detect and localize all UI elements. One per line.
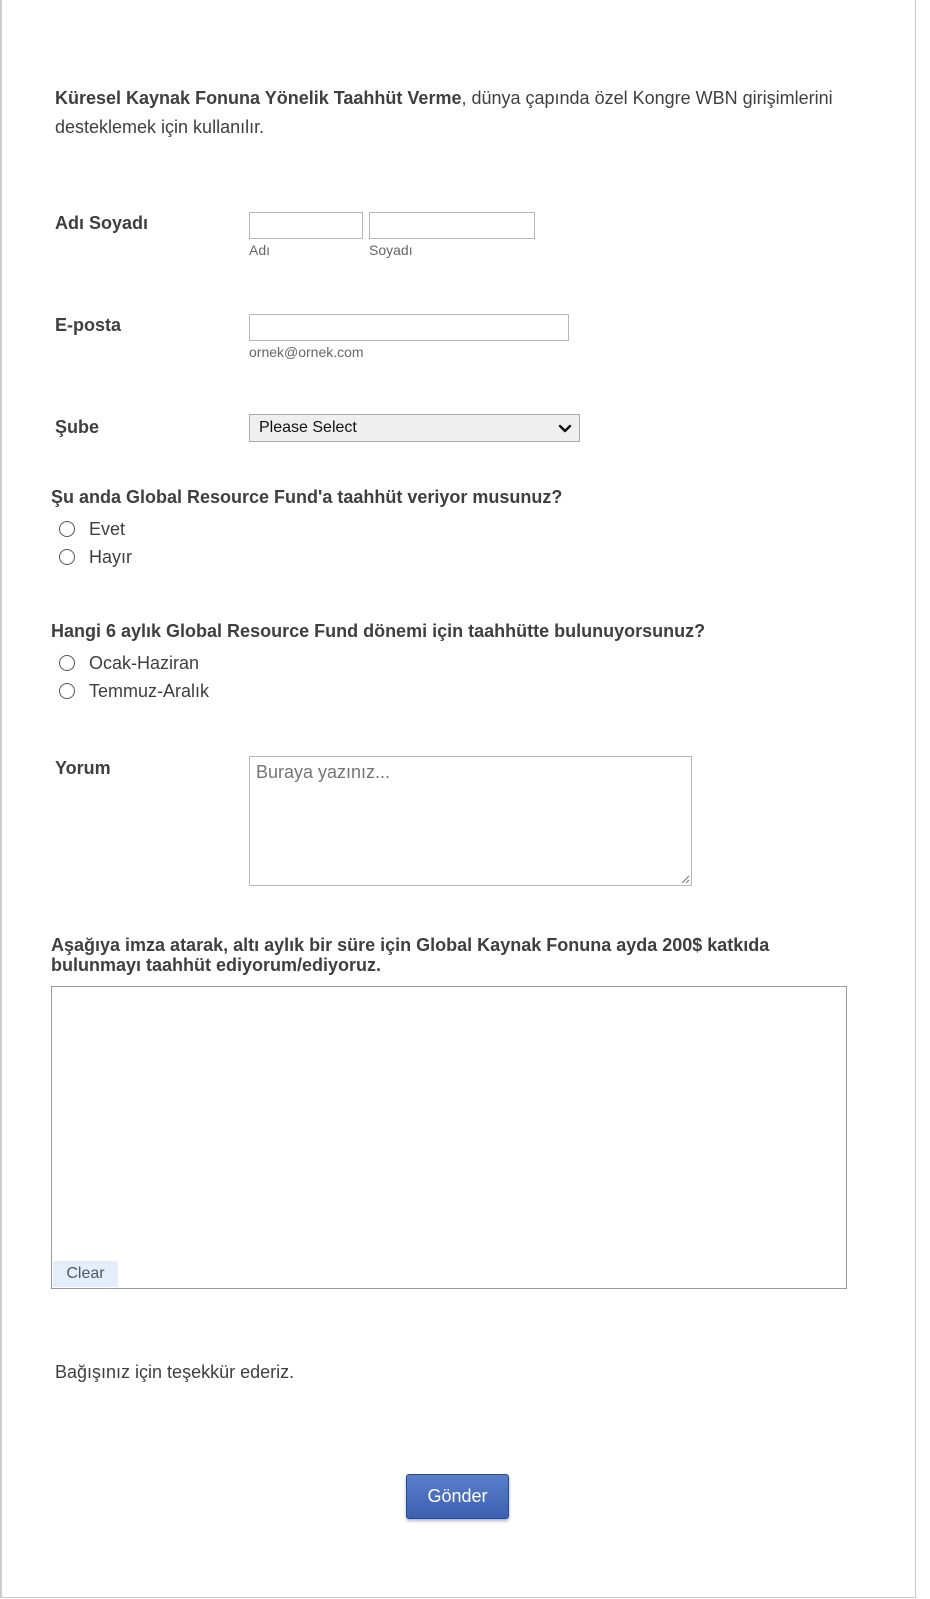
comment-placeholder: Buraya yazınız... (256, 762, 391, 782)
pledge-option-no[interactable] (59, 545, 132, 569)
pledge-question-label: Şu anda Global Resource Fund'a taahhüt veriyor musunuz? (51, 487, 563, 507)
chevron-down-icon (557, 420, 573, 436)
first-name-input[interactable] (249, 212, 363, 239)
branch-select[interactable] (249, 414, 580, 442)
period-question-label: Hangi 6 aylık Global Resource Fund dönemi için taahhütte bulunuyorsunuz? (51, 621, 706, 641)
last-name-sublabel: Soyadı (369, 242, 413, 258)
branch-selected-value: Please Select (259, 419, 357, 436)
radio-label: Hayır (89, 546, 133, 567)
signature-pad[interactable] (51, 986, 847, 1289)
signature-label: Aşağıya imza atarak, altı aylık bir süre için Global Kaynak Fonuna ayda 200$ katkıda bulunmayı taahhüt ediyorum/ediyoruz. (51, 935, 770, 975)
radio-button[interactable] (59, 683, 75, 699)
first-name-sublabel: Adı (249, 242, 271, 258)
pledge-option-yes[interactable] (59, 517, 125, 541)
period-option-jan-jun[interactable] (59, 651, 199, 675)
intro-description: , dünya çapında özel Kongre WBN girişimlerini desteklemek için kullanılır. (55, 88, 833, 137)
form-intro (55, 84, 875, 142)
name-label: Adı Soyadı (55, 213, 149, 233)
period-option-jul-dec[interactable] (59, 679, 209, 703)
last-name-input[interactable] (369, 212, 535, 239)
radio-label: Evet (89, 518, 126, 539)
comment-textarea[interactable] (249, 756, 692, 886)
submit-button[interactable]: Gönder (406, 1474, 509, 1519)
radio-button[interactable] (59, 655, 75, 671)
radio-label: Temmuz-Aralık (89, 680, 210, 701)
email-input[interactable] (249, 314, 569, 341)
comment-label: Yorum (55, 758, 111, 778)
intro-title: Küresel Kaynak Fonuna Yönelik Taahhüt Verme (55, 88, 462, 108)
email-sublabel: ornek@ornek.com (249, 344, 364, 360)
clear-signature-button[interactable]: Clear (53, 1261, 118, 1287)
radio-button[interactable] (59, 521, 75, 537)
branch-label: Şube (55, 417, 100, 437)
resize-grip-icon[interactable] (680, 874, 690, 884)
radio-label: Ocak-Haziran (89, 652, 200, 673)
radio-button[interactable] (59, 549, 75, 565)
thanks-text: Bağışınız için teşekkür ederiz. (55, 1362, 295, 1382)
left-border-accent (1, 0, 2, 1597)
email-label: E-posta (55, 315, 122, 335)
